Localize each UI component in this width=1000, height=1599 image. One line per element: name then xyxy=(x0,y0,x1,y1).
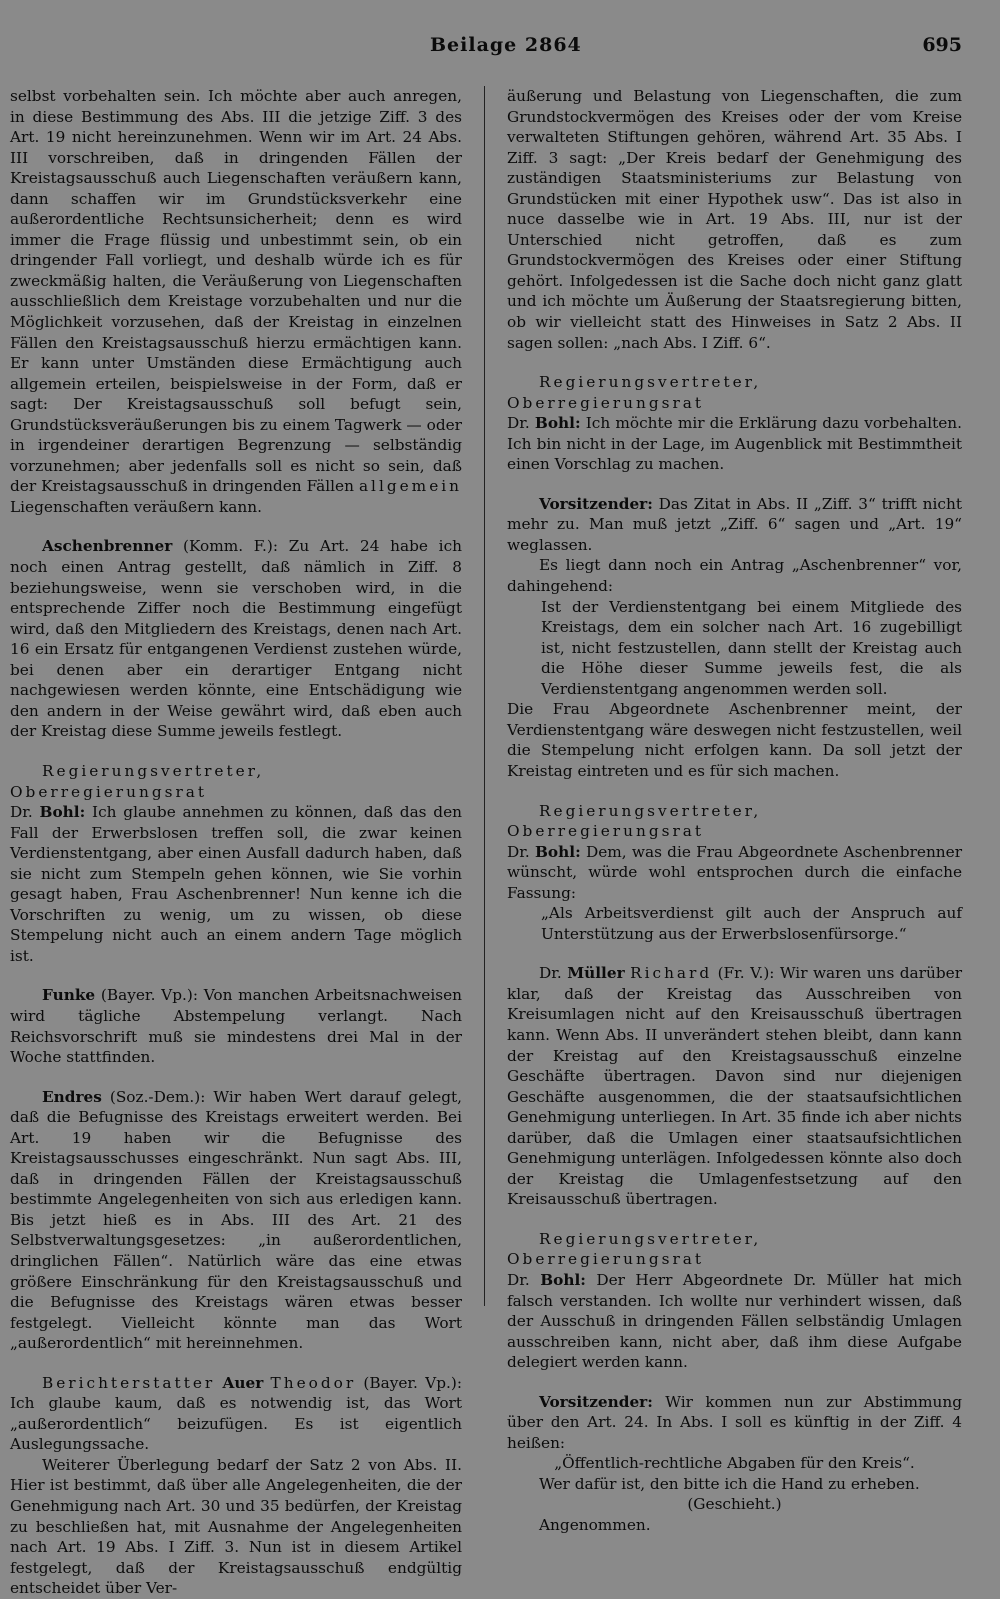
speech-bohl xyxy=(507,413,962,475)
speech-bohl xyxy=(507,1270,962,1373)
title-prefix: Dr. xyxy=(507,414,535,433)
speaker-name: Aschenbrenner xyxy=(42,537,173,556)
paragraph: Weiterer Überlegung bedarf der Satz 2 von Abs. II. Hier ist bestimmt, daß über alle Angelegenheiten, die der Genehmigung nach Art. 30 und 35 bedürfen, der Kreistag zu beschließen hat, mit Ausnahme der Angelegenheiten nach Art. 19 Abs. I Ziff. 3. Nun ist in diesem Artikel festgelegt, daß der Kreistagsausschuß endgültig entscheidet über Ver- xyxy=(10,1455,462,1598)
speech-text: Ich möchte mir die Erklärung dazu vorbehalten. Ich bin nicht in der Lage, im Augenblick mit Bestimmtheit einen Vorschlag zu machen. xyxy=(507,414,962,474)
speech-text: (Bayer. Vp.): Ich glaube kaum, daß es notwendig ist, das Wort „außerordentlich“ beizufügen. Es ist eigentlich Auslegungssache. xyxy=(10,1373,462,1454)
right-column xyxy=(507,86,962,1536)
paragraph: Die Frau Abgeordnete Aschenbrenner meint, der Verdienstentgang wäre deswegen nicht festzustellen, weil die Stempelung nicht erfolgen kann. Da soll jetzt der Kreistag eintreten und es für sich machen. xyxy=(507,700,962,780)
speaker-name: Endres xyxy=(42,1087,102,1106)
speaker-role: Berichterstatter xyxy=(42,1373,216,1392)
speech-funke xyxy=(10,985,462,1067)
speaker-name: Auer xyxy=(222,1373,264,1392)
speech-bohl xyxy=(10,802,462,966)
speech-text: (Komm. F.): Zu Art. 24 habe ich noch einen Antrag gestellt, daß nämlich in Ziff. 8 beziehungsweise, wenn sie verschoben wird, in die entsprechende Ziffer noch die Bestimmung eingefügt wird, daß den Mitgliedern des Kreistags, denen nach Art. 16 ein Ersatz für entgangenen Verdienst zustehen würde, bei denen aber ein derartiger Entgang nicht nachgewiesen werden könnte, eine Entschädigung wie den andern in der Weise gewährt wird, daß eben auch der Kreistag diese Summe jeweils festlegt. xyxy=(10,537,462,741)
spaced-text: allgemein xyxy=(358,477,462,496)
title-prefix: Dr. xyxy=(539,964,568,983)
proposal-quote xyxy=(507,903,962,944)
speech-text: Dem, was die Frau Abgeordnete Aschenbrenner wünscht, würde wohl entsprochen durch die einfache Fassung: xyxy=(507,842,963,902)
speech-text: (Bayer. Vp.): Von manchen Arbeitsnachweisen wird tägliche Abstempelung verlangt. Nach Reichsvorschrift muß sie mindestens drei Mal in der Woche stattfinden. xyxy=(10,986,462,1067)
title-prefix: Dr. xyxy=(507,1270,541,1289)
speech-vorsitzender xyxy=(507,494,962,556)
speaker-name: Bohl: xyxy=(540,1270,586,1289)
speaker-name: Vorsitzender: xyxy=(539,1392,653,1411)
text: Liegenschaften veräußern kann. xyxy=(10,497,262,516)
paragraph: Wer dafür ist, den bitte ich die Hand zu erheben. xyxy=(539,1474,920,1493)
speech-auer xyxy=(10,1373,462,1455)
speaker-name: Bohl: xyxy=(39,803,86,822)
page-number: 695 xyxy=(922,34,962,56)
speaker-name: Müller xyxy=(567,964,625,983)
page-header xyxy=(10,34,962,60)
speech-text: Wir kommen nun zur Abstimmung über den Art. 24. In Abs. I soll es künftig in der Ziff. 4 heißen: xyxy=(507,1392,962,1452)
speech-text: (Fr. V.): Wir waren uns darüber klar, daß der Kreistag das Ausschreiben von Kreisumlagen nicht auf den Kreisausschuß übertragen kann. Wenn Abs. II unverändert stehen bleibt, dann kann der Kreistag auf den Kreistagsausschuß einzelne Geschäfte übertragen. Davon sind nur diejenigen Geschäfte ausgenommen, die der staatsaufsichtlichen Genehmigung unterliegen. In Art. 35 finde ich aber nichts darüber, daß die Umlagen einer staatsaufsichtlichen Genehmigung unterlägen. Infolgedessen könnte also doch der Kreistag die Umlagenfestsetzung auf den Kreisausschuß übertragen. xyxy=(507,964,963,1209)
text: selbst vorbehalten sein. Ich möchte aber auch anregen, in diese Bestimmung des Abs. III die jetzige Ziff. 3 des Art. 19 nicht hereinzunehmen. Wenn wir im Art. 24 Abs. III vorschreiben, daß in dringenden Fällen der Kreistagsausschuß auch Liegenschaften veräußern kann, dann schaffen wir im Grundstücksverkehr eine außerordentliche Rechtsunsicherheit; denn es wird immer die Frage flüssig und unbestimmt sein, ob ein dringender Fall vorliegt, und deshalb würde ich es für zweckmäßig halten, die Veräußerung von Liegenschaften ausschließlich dem Kreistage vorzubehalten und nur die Möglichkeit vorzusehen, daß der Kreistag in einzelnen Fällen den Kreistagsausschuß hierzu ermächtigen kann. Er kann unter Umständen diese Ermächtigung auch allgemein erteilen, beispielsweise in der Form, daß er sagt: Der Kreistagsausschuß soll befugt sein, Grundstücksveräußerungen bis zu einem Tagwerk — oder in irgendeiner derartigen Begrenzung — selbständig vorzunehmen; aber jedenfalls soll es nicht so sein, daß der Kreistagsausschuß in dringenden Fällen xyxy=(10,87,462,496)
speaker-role xyxy=(507,372,962,413)
speech-text: (Soz.-Dem.): Wir haben Wert darauf gelegt, daß die Befugnisse des Kreistags erweitert werden. Bei Art. 19 haben wir die Befugnisse des Kreistagsausschusses eingeschränkt. Nun sagt Abs. III, daß in dringenden Fällen der Kreistagsausschuß bestimmte Angelegenheiten von sich aus erledigen kann. Bis jetzt hieß es in Abs. III des Art. 21 des Selbstverwaltungsgesetzes: „in außerordentlichen, dringlichen Fällen“. Natürlich wäre das eine etwas größere Einschränkung für den Kreistagsausschuß und die Befugnisse des Kreistags wären etwas besser festgelegt. Vielleicht könnte man das Wort „außerordentlich“ mit hereinnehmen. xyxy=(10,1087,462,1353)
paragraph: äußerung und Belastung von Liegenschaften, die zum Grundstockvermögen des Kreises oder der vom Kreise verwalteten Stiftungen gehören, während Art. 35 Abs. I Ziff. 3 sagt: „Der Kreis bedarf der Genehmigung des zuständigen Staatsministeriums zur Belastung von Grundstücken mit einer Hypothek usw“. Das ist also in nuce dasselbe wie in Art. 19 Abs. III, nur ist der Unterschied nicht getroffen, daß es zum Grundstockvermögen des Kreises oder einer Stiftung gehört. Infolgedessen ist die Sache doch nicht ganz glatt und ich möchte um Äußerung der Staatsregierung bitten, ob wir vielleicht statt des Hinweises in Satz 2 Abs. II sagen sollen: „nach Abs. I Ziff. 6“. xyxy=(507,87,962,352)
quote-text: „Öffentlich-rechtliche Abgaben für den Kreis“. xyxy=(554,1454,915,1473)
speaker-role xyxy=(10,761,462,802)
paragraph: Es liegt dann noch ein Antrag „Aschenbrenner“ vor, dahingehend: xyxy=(507,556,962,596)
motion-quote xyxy=(507,597,962,700)
speech-vorsitzender xyxy=(507,1392,962,1454)
role-text: Regierungsvertreter, Oberregierungsrat xyxy=(10,761,265,801)
speech-endres xyxy=(10,1087,462,1354)
speaker-role xyxy=(507,801,962,842)
speech-text: Der Herr Abgeordnete Dr. Müller hat mich falsch verstanden. Ich wollte nur verhindert wissen, daß der Ausschuß in dringenden Fällen selbständig Umlagen ausschreiben kann, nicht aber, daß ihm diese Aufgabe delegiert werden kann. xyxy=(507,1270,962,1372)
speaker-first-name: Theodor xyxy=(270,1373,357,1392)
column-divider xyxy=(484,86,485,1306)
speaker-role xyxy=(507,1229,962,1270)
speaker-first-name: Richard xyxy=(630,964,713,983)
speech-aschenbrenner xyxy=(10,536,462,741)
left-column xyxy=(10,86,462,1599)
speaker-name: Bohl: xyxy=(535,842,581,861)
supplement-title: Beilage 2864 xyxy=(430,34,582,56)
quote-text: „Als Arbeitsverdienst gilt auch der Anspruch auf Unterstützung aus der Erwerbslosenfürsorge.“ xyxy=(541,904,962,943)
role-text: Regierungsvertreter, Oberregierungsrat xyxy=(507,801,762,841)
speaker-name: Funke xyxy=(42,986,96,1005)
speech-bohl xyxy=(507,842,962,904)
speaker-name: Bohl: xyxy=(534,414,581,433)
speech-text: Ich glaube annehmen zu können, daß das den Fall der Erwerbslosen treffen soll, die zwar keinen Verdienstentgang, aber einen Ausfall dadurch haben, daß sie nicht zum Stempeln gehen können, wie Sie vorhin gesagt haben, Frau Aschenbrenner! Nun kenne ich die Vorschriften zu wenig, um zu wissen, ob diese Stempelung nicht auch an einem andern Tage möglich ist. xyxy=(10,803,463,965)
quote-text: Ist der Verdienstentgang bei einem Mitgliede des Kreistags, dem ein solcher nach Art. 16 zugebilligt ist, nicht festzustellen, dann stellt der Kreistag auch die Höhe dieser Summe jeweils fest, die als Verdienstentgang angenommen werden soll. xyxy=(541,597,962,698)
speech-mueller xyxy=(507,963,962,1210)
title-prefix: Dr. xyxy=(507,842,535,861)
role-text: Regierungsvertreter, Oberregierungsrat xyxy=(507,1229,762,1269)
result-text: Angenommen. xyxy=(539,1516,651,1534)
title-prefix: Dr. xyxy=(10,803,40,822)
role-text: Regierungsvertreter, Oberregierungsrat xyxy=(507,373,762,412)
paragraph xyxy=(10,86,462,517)
speaker-name: Vorsitzender: xyxy=(539,494,653,513)
speech-text: Das Zitat in Abs. II „Ziff. 3“ trifft nicht mehr zu. Man muß jetzt „Ziff. 6“ sagen und „Art. 19“ weglassen. xyxy=(507,494,962,554)
stage-direction: (Geschieht.) xyxy=(687,1495,782,1514)
